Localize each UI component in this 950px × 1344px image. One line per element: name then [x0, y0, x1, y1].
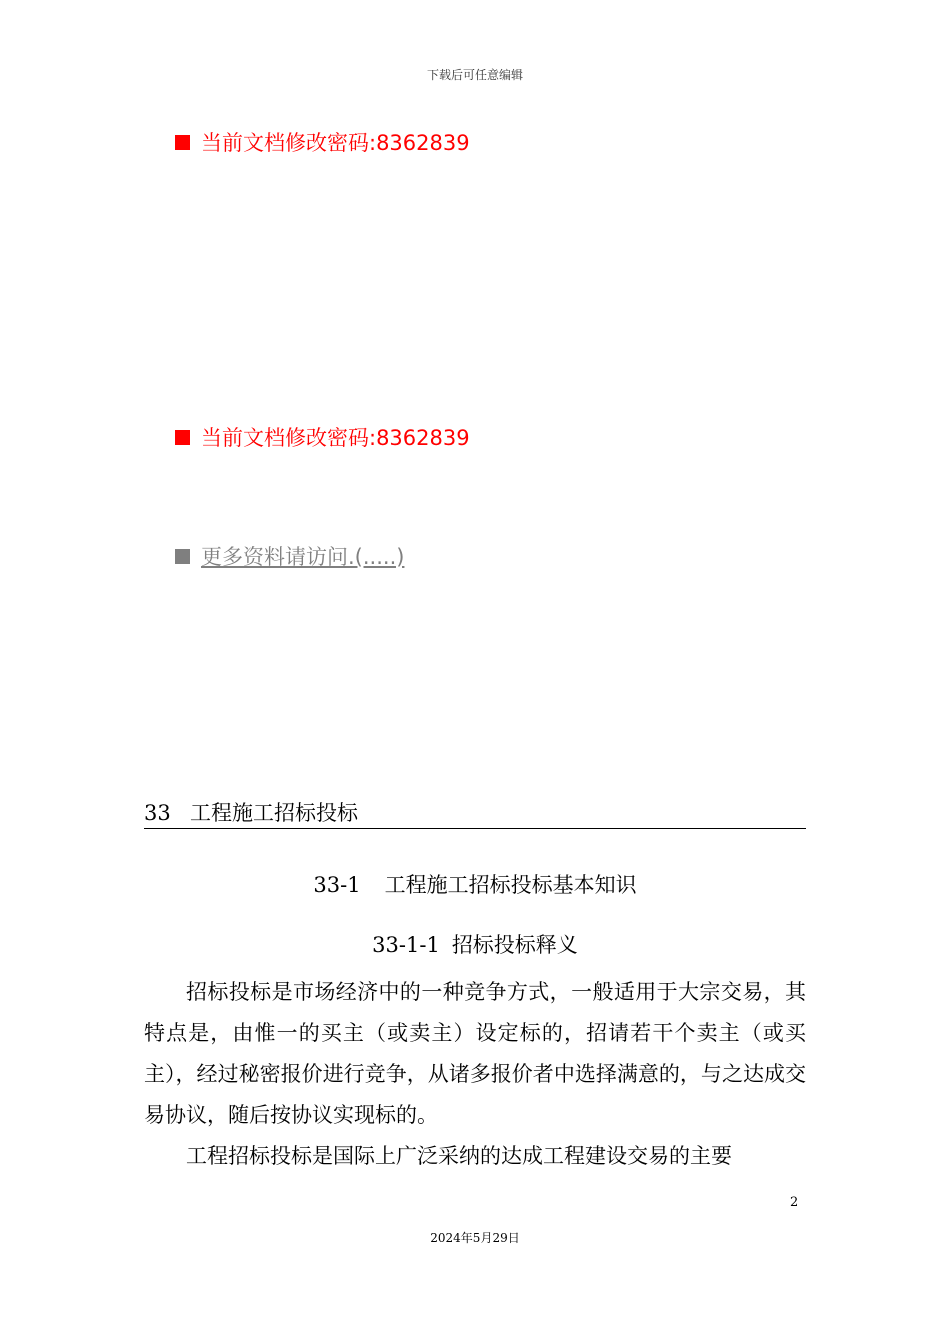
- section-title: 工程施工招标投标基本知识: [384, 873, 637, 897]
- red-square-icon: [175, 135, 190, 150]
- footer-date: 2024年5月29日: [430, 1231, 520, 1245]
- body-paragraph-1: 招标投标是市场经济中的一种竞争方式，一般适用于大宗交易，其特点是，由惟一的买主（或卖主）设定标的，招请若干个卖主（或买主），经过秘密报价进行竞争，从诸多报价者中选择满意的，与之达成交易协议，随后按协议实现标的。: [144, 980, 806, 1127]
- password-notice-2: [175, 422, 470, 452]
- page-number: 2: [790, 1195, 799, 1210]
- password-notice-text: 当前文档修改密码:8362839: [201, 426, 470, 450]
- subsection-heading: [144, 929, 806, 959]
- grey-square-icon: [175, 549, 190, 564]
- chapter-heading: [144, 798, 806, 829]
- subsection-title: 招标投标释义: [451, 933, 578, 957]
- chapter-number: 33: [144, 801, 171, 825]
- body-paragraph-2: 工程招标投标是国际上广泛采纳的达成工程建设交易的主要: [186, 1144, 732, 1168]
- section-heading: [144, 869, 806, 899]
- more-resources-notice[interactable]: [175, 541, 404, 571]
- more-resources-link[interactable]: 更多资料请访问.(.....): [201, 545, 405, 569]
- section-number: 33-1: [313, 873, 361, 897]
- subsection-number: 33-1-1: [372, 933, 440, 957]
- password-notice-text: 当前文档修改密码:8362839: [201, 131, 470, 155]
- page-header-note: 下载后可任意编辑: [426, 68, 523, 82]
- chapter-title: 工程施工招标投标: [190, 801, 358, 825]
- password-notice-1: [175, 127, 470, 157]
- red-square-icon: [175, 430, 190, 445]
